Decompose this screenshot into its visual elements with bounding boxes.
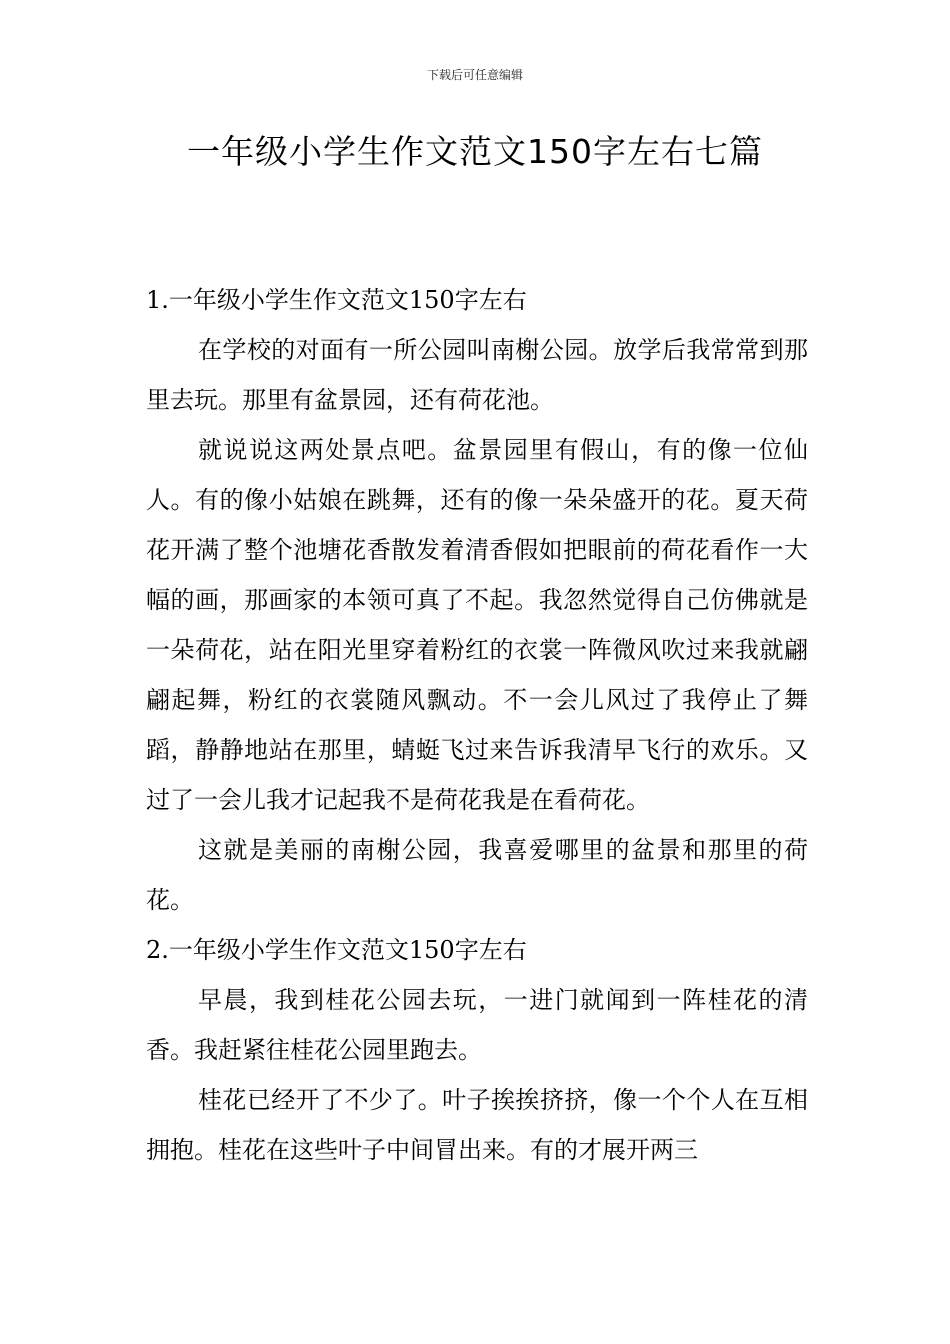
header-note: 下载后可任意编辑 xyxy=(426,68,523,82)
document-body xyxy=(146,275,808,1175)
paragraph: 就说说这两处景点吧。盆景园里有假山，有的像一位仙人。有的像小姑娘在跳舞，还有的像一朵朵盛开的花。夏天荷花开满了整个池塘花香散发着清香假如把眼前的荷花看作一大幅的画，那画家的本领可真了不起。我忽然觉得自己仿佛就是一朵荷花，站在阳光里穿着粉红的衣裳一阵微风吹过来我就翩翩起舞，粉红的衣裳随风飘动。不一会儿风过了我停止了舞蹈，静静地站在那里，蜻蜓飞过来告诉我清早飞行的欢乐。又过了一会儿我才记起我不是荷花我是在看荷花。 xyxy=(146,436,808,814)
paragraph: 在学校的对面有一所公园叫南榭公园。放学后我常常到那里去玩。那里有盆景园，还有荷花池。 xyxy=(146,336,808,414)
paragraph: 这就是美丽的南榭公园，我喜爱哪里的盆景和那里的荷花。 xyxy=(146,836,808,914)
document-title: 一年级小学生作文范文150字左右七篇 xyxy=(187,132,763,171)
section-heading-1: 1.一年级小学生作文范文150字左右 xyxy=(146,286,527,314)
section-heading-2: 2.一年级小学生作文范文150字左右 xyxy=(146,936,527,964)
paragraph: 早晨，我到桂花公园去玩，一进门就闻到一阵桂花的清香。我赶紧往桂花公园里跑去。 xyxy=(146,986,808,1064)
paragraph: 桂花已经开了不少了。叶子挨挨挤挤，像一个个人在互相拥抱。桂花在这些叶子中间冒出来。有的才展开两三 xyxy=(146,1086,808,1164)
